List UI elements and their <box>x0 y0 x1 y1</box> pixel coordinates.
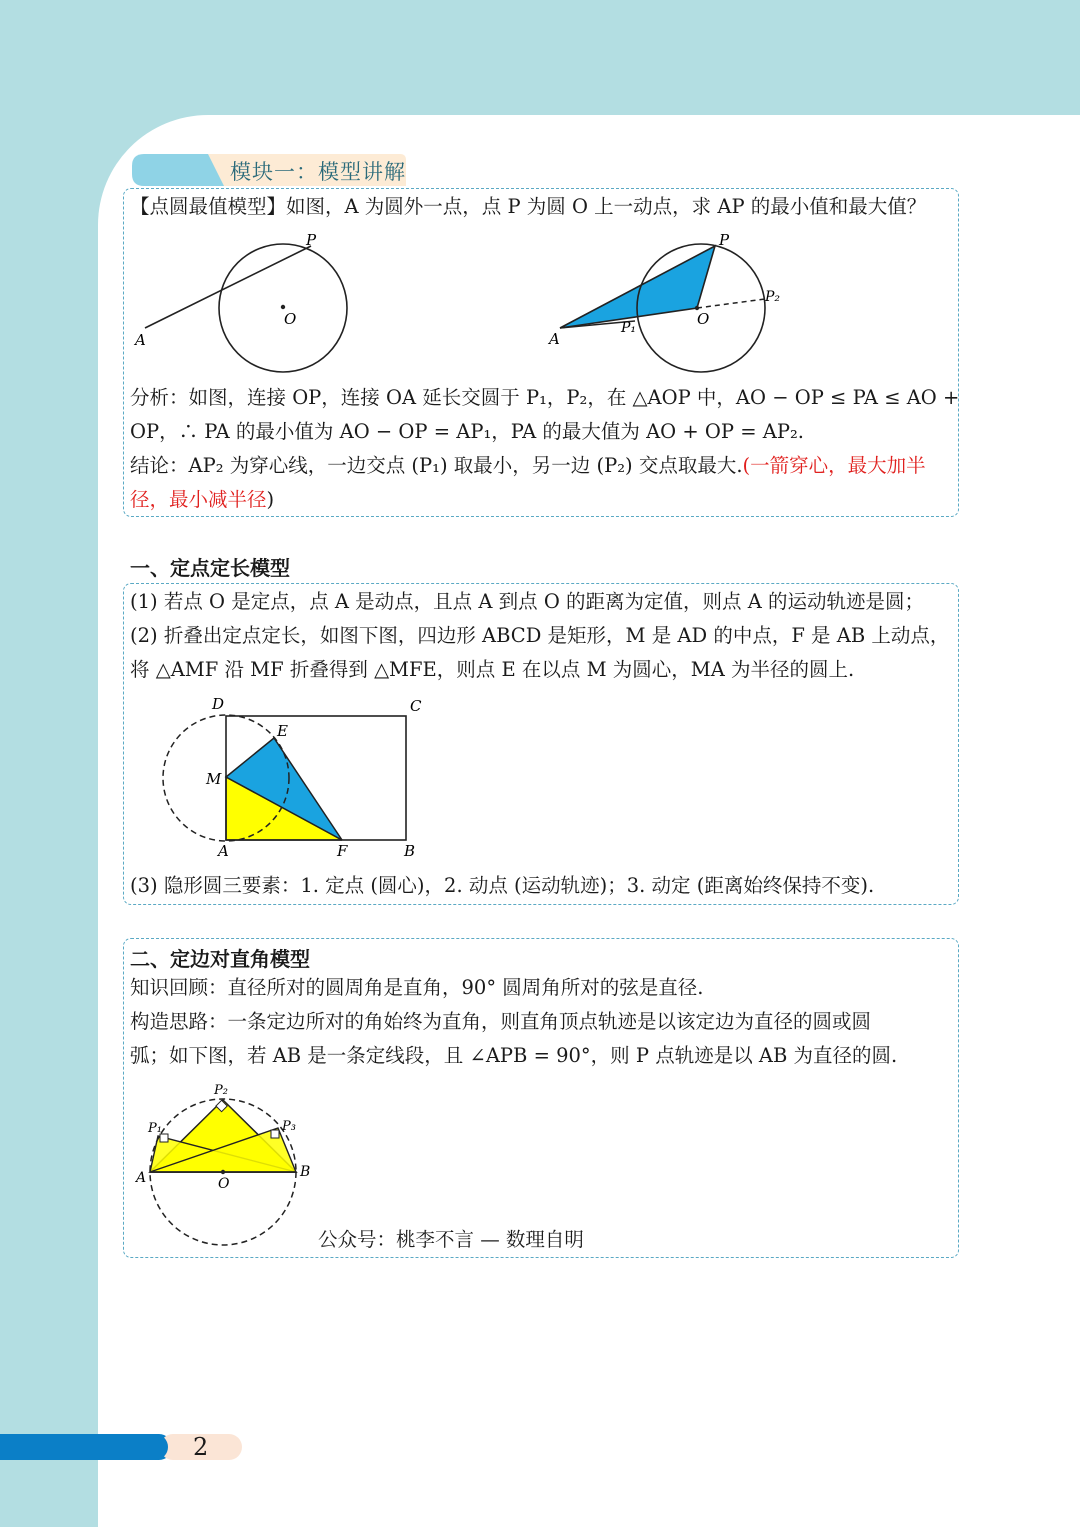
fig2-label-a: A <box>136 1170 147 1186</box>
fig2-label-p2: P₂ <box>765 289 781 305</box>
analysis-line-1: 分析：如图，连接 OP，连接 OA 延长交圆于 P₁，P₂，在 △AOP 中，AO − OP ≤ PA ≤ AO + <box>130 386 960 409</box>
fold-figure <box>150 690 440 865</box>
fig2-label-p1: P₁ <box>621 320 637 336</box>
conclusion-red-2: 径，最小减半径 <box>130 488 267 511</box>
section2-title: 二、定边对直角模型 <box>130 947 310 971</box>
right-angle-figure <box>128 1078 328 1253</box>
fig2-label-o: O <box>218 1176 230 1192</box>
point-circle-figures <box>125 228 965 388</box>
section2-line-3: 弧；如下图，若 AB 是一条定线段，且 ∠APB = 90°，则 P 点轨迹是以 AB 为直径的圆. <box>130 1044 898 1067</box>
page-number: 2 <box>193 1433 209 1461</box>
fig2-label-p: P <box>719 231 730 249</box>
fig2-label-p1: P₁ <box>148 1121 162 1136</box>
fig-label-m: M <box>206 770 222 788</box>
fig-label-f: F <box>337 842 348 860</box>
fig2-label-b: B <box>300 1164 311 1180</box>
conclusion-red-1: (一箭穿心，最大加半 <box>742 454 926 477</box>
analysis-line-2: OP，∴ PA 的最小值为 AO − OP = AP₁，PA 的最大值为 AO + OP = AP₂. <box>130 420 804 443</box>
figure-1 <box>133 231 347 372</box>
watermark-text: 公众号：桃李不言 — 数理自明 <box>318 1228 584 1251</box>
section1-line-4: (3) 隐形圆三要素：1. 定点 (圆心)，2. 动点 (运动轨迹)；3. 动定 (距离始终保持不变). <box>130 874 875 897</box>
conclusion-line-1 <box>130 449 926 483</box>
fig-label-a: A <box>218 842 229 860</box>
footer-bar-front <box>0 1434 168 1460</box>
section2-line-1: 知识回顾：直径所对的圆周角是直角，90° 圆周角所对的弦是直径. <box>130 976 704 999</box>
fig-label-b: B <box>404 842 416 860</box>
fig2-label-p3: P₃ <box>282 1119 296 1134</box>
section1-line-3: 将 △AMF 沿 MF 折叠得到 △MFE，则点 E 在以点 M 为圆心，MA 为半径的圆上. <box>130 658 855 681</box>
section1-line-2: (2) 折叠出定点定长，如图下图，四边形 ABCD 是矩形，M 是 AD 的中点，F 是 AB 上动点， <box>130 624 950 647</box>
figure-2 <box>547 231 780 372</box>
conclusion-text: 结论：AP₂ 为穿心线，一边交点 (P₁) 取最小，另一边 (P₂) 交点取最大. <box>130 454 743 477</box>
conclusion-end: ) <box>266 488 275 511</box>
fig1-label-o: O <box>284 310 297 328</box>
fig2-label-o: O <box>697 310 710 328</box>
module-header <box>130 152 408 188</box>
section1-line-1: (1) 若点 O 是定点，点 A 是动点，且点 A 到点 O 的距离为定值，则点 A 的运动轨迹是圆； <box>130 590 925 613</box>
module-title: 模块一：模型讲解 <box>230 160 406 184</box>
section1-title: 一、定点定长模型 <box>130 556 290 580</box>
section2-line-2: 构造思路：一条定边所对的角始终为直角，则直角顶点轨迹是以该定边为直径的圆或圆 <box>130 1010 872 1033</box>
point-circle-question: 【点圆最值模型】如图，A 为圆外一点，点 P 为圆 O 上一动点，求 AP 的最小值和最大值？ <box>130 195 927 218</box>
fig2-label-p2: P₂ <box>214 1083 228 1098</box>
conclusion-line-2 <box>130 483 274 517</box>
fig1-label-p: P <box>306 231 317 249</box>
fig2-label-a: A <box>549 330 560 348</box>
fig-label-d: D <box>212 695 225 713</box>
fig-label-c: C <box>410 697 422 715</box>
fig-label-e: E <box>277 722 288 740</box>
fig1-label-a: A <box>135 331 146 349</box>
